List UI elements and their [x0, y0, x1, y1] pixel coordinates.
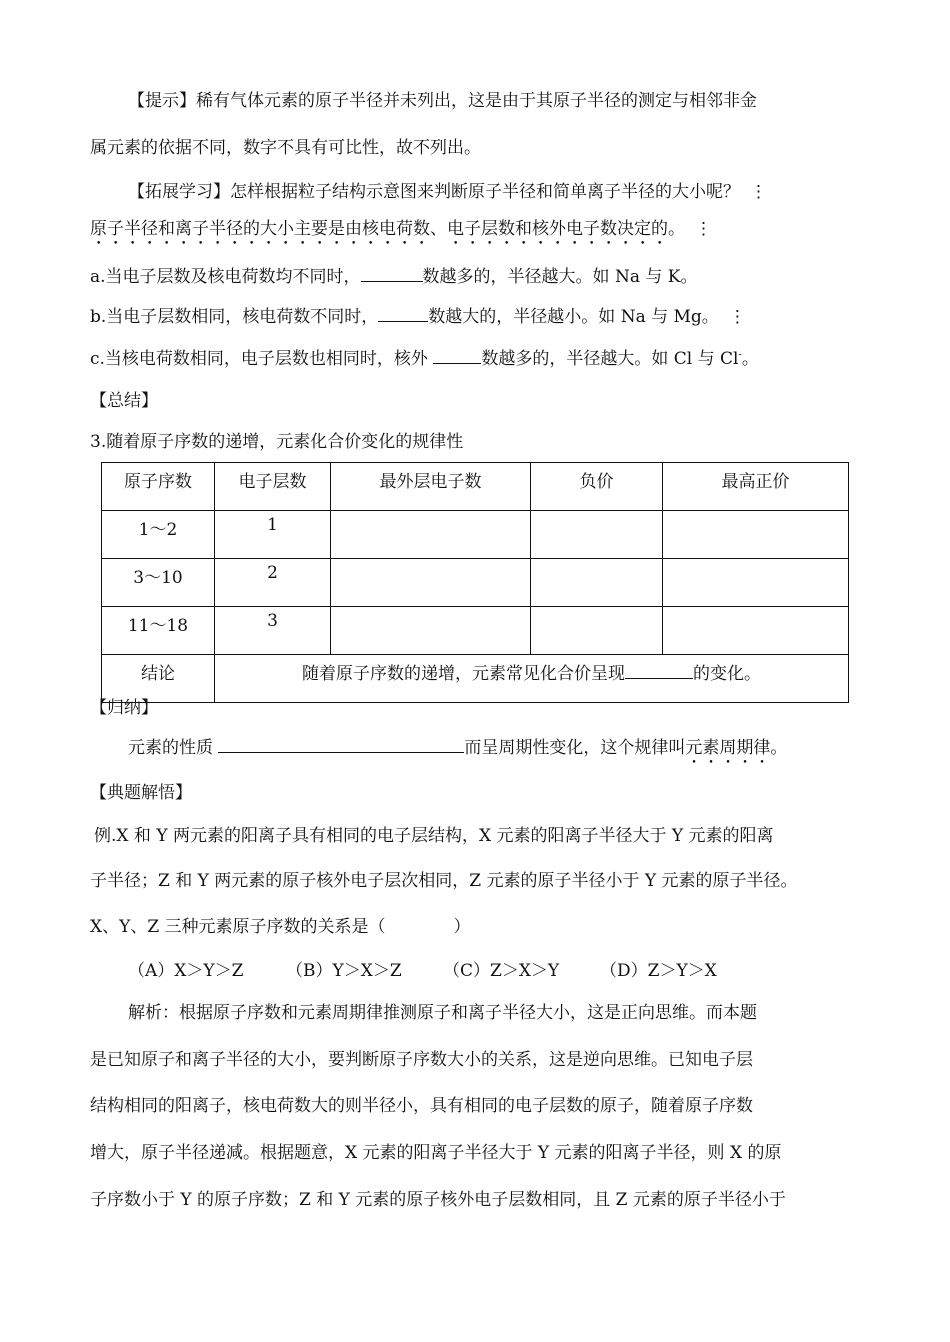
example-question-line-1: 例.X 和 Y 两元素的阳离子具有相同的电子层结构，X 元素的阳离子半径大于 Y 元素的阳离 — [94, 826, 774, 846]
table-header-row — [102, 463, 849, 511]
example-question-line-3: X、Y、Z 三种元素原子序数的关系是（ ） — [90, 917, 471, 937]
table-cell-blank[interactable] — [531, 559, 663, 607]
side-marker: ⋮ — [750, 182, 767, 202]
table-cell: 1～2 — [102, 511, 215, 559]
analysis-line-4: 增大，原子半径递减。根据题意，X 元素的阳离子半径大于 Y 元素的阳离子半径，则 X 的原 — [90, 1143, 782, 1163]
table-cell-blank[interactable] — [331, 607, 531, 655]
extension-question: 【拓展学习】怎样根据粒子结构示意图来判断原子半径和简单离子半径的大小呢？ — [128, 182, 740, 202]
table-header: 原子序数 — [102, 463, 215, 511]
rule-a — [90, 262, 697, 287]
summary-item-3: 3.随着原子序数的递增，元素化合价变化的规律性 — [90, 432, 464, 452]
emphasized-statement: 原子半径和离子半径的大小主要是由核电荷数、电子层数和核外电子数决定的。 — [90, 219, 685, 239]
charge-sign: - — [738, 349, 742, 361]
fill-blank-a[interactable] — [361, 263, 423, 282]
rule-b — [90, 302, 746, 327]
fill-blank-induction[interactable] — [218, 734, 464, 753]
table-header: 最高正价 — [663, 463, 849, 511]
rule-c-prefix: c.当核电荷数相同，电子层数也相同时，核外 — [90, 349, 434, 369]
valence-table — [101, 462, 849, 703]
extension-line-1 — [128, 177, 767, 202]
table-header: 负价 — [531, 463, 663, 511]
table-header: 电子层数 — [215, 463, 331, 511]
fill-blank-b[interactable] — [378, 303, 428, 322]
rule-a-suffix: 数越多的，半径越大。如 Na 与 K。 — [422, 267, 698, 287]
side-marker: ⋮ — [695, 219, 712, 239]
hint-line-2: 属元素的依据不同，数字不具有可比性，故不列出。 — [90, 138, 481, 158]
induction-statement — [128, 733, 787, 768]
analysis-line-5: 子序数小于 Y 的原子序数；Z 和 Y 元素的原子核外电子层数相同，且 Z 元素的原子半径小于 — [90, 1190, 786, 1210]
extension-line-2 — [90, 214, 712, 249]
hint-line-1: 【提示】稀有气体元素的原子半径并未列出，这是由于其原子半径的测定与相邻非金 — [128, 91, 757, 111]
table-cell-blank[interactable] — [663, 559, 849, 607]
table-cell: 1 — [215, 511, 331, 559]
periodic-law-term: 元素周期律 — [685, 738, 771, 758]
conclusion-prefix: 随着原子序数的递增，元素常见化合价呈现 — [302, 664, 625, 684]
table-cell-blank[interactable] — [663, 607, 849, 655]
induction-prefix: 元素的性质 — [128, 738, 219, 758]
table-cell-blank[interactable] — [331, 559, 531, 607]
table-cell: 3 — [215, 607, 331, 655]
conclusion-suffix: 的变化。 — [693, 664, 761, 684]
side-marker: ⋮ — [728, 307, 746, 327]
rule-c-end: 。 — [741, 349, 759, 369]
induction-heading: 【归纳】 — [90, 698, 158, 718]
table-row — [102, 607, 849, 655]
analysis-line-2: 是已知原子和离子半径的大小，要判断原子序数大小的关系，这是逆向思维。已知电子层 — [90, 1050, 753, 1070]
answer-options — [128, 956, 717, 981]
conclusion-text — [215, 655, 849, 703]
table-row — [102, 559, 849, 607]
induction-end: 。 — [770, 738, 788, 758]
rule-c-suffix: 数越多的，半径越大。如 Cl 与 Cl — [481, 349, 739, 369]
option-b[interactable]: （B）Y＞X＞Z — [286, 961, 402, 981]
table-cell-blank[interactable] — [531, 607, 663, 655]
table-cell-blank[interactable] — [663, 511, 849, 559]
analysis-line-3: 结构相同的阳离子，核电荷数大的则半径小，具有相同的电子层数的原子，随着原子序数 — [90, 1096, 753, 1116]
option-d[interactable]: （D）Z＞Y＞X — [600, 961, 717, 981]
fill-blank-c[interactable] — [433, 345, 481, 364]
table-header: 最外层电子数 — [331, 463, 531, 511]
rule-a-prefix: a.当电子层数及核电荷数均不同时， — [90, 267, 361, 287]
rule-b-suffix: 数越大的，半径越小。如 Na 与 Mg。 — [428, 307, 719, 327]
option-c[interactable]: （C）Z＞X＞Y — [443, 961, 560, 981]
table-cell: 2 — [215, 559, 331, 607]
induction-middle: 而呈周期性变化，这个规律叫 — [464, 738, 686, 758]
table-conclusion-row — [102, 655, 849, 703]
table-cell-blank[interactable] — [531, 511, 663, 559]
example-question-line-2: 子半径；Z 和 Y 两元素的原子核外电子层次相同，Z 元素的原子半径小于 Y 元素的原子半径。 — [90, 871, 798, 891]
table-cell: 3～10 — [102, 559, 215, 607]
table-row — [102, 511, 849, 559]
example-heading: 【典题解悟】 — [90, 783, 192, 803]
analysis-line-1: 解析：根据原子序数和元素周期律推测原子和离子半径大小，这是正向思维。而本题 — [128, 1003, 757, 1023]
rule-c — [90, 344, 759, 369]
table-cell-blank[interactable] — [331, 511, 531, 559]
summary-heading: 【总结】 — [90, 391, 158, 411]
table-cell: 11～18 — [102, 607, 215, 655]
option-a[interactable]: （A）X＞Y＞Z — [128, 961, 244, 981]
fill-blank-conclusion[interactable] — [625, 660, 693, 679]
rule-b-prefix: b.当电子层数相同，核电荷数不同时， — [90, 307, 379, 327]
conclusion-label: 结论 — [102, 655, 215, 703]
